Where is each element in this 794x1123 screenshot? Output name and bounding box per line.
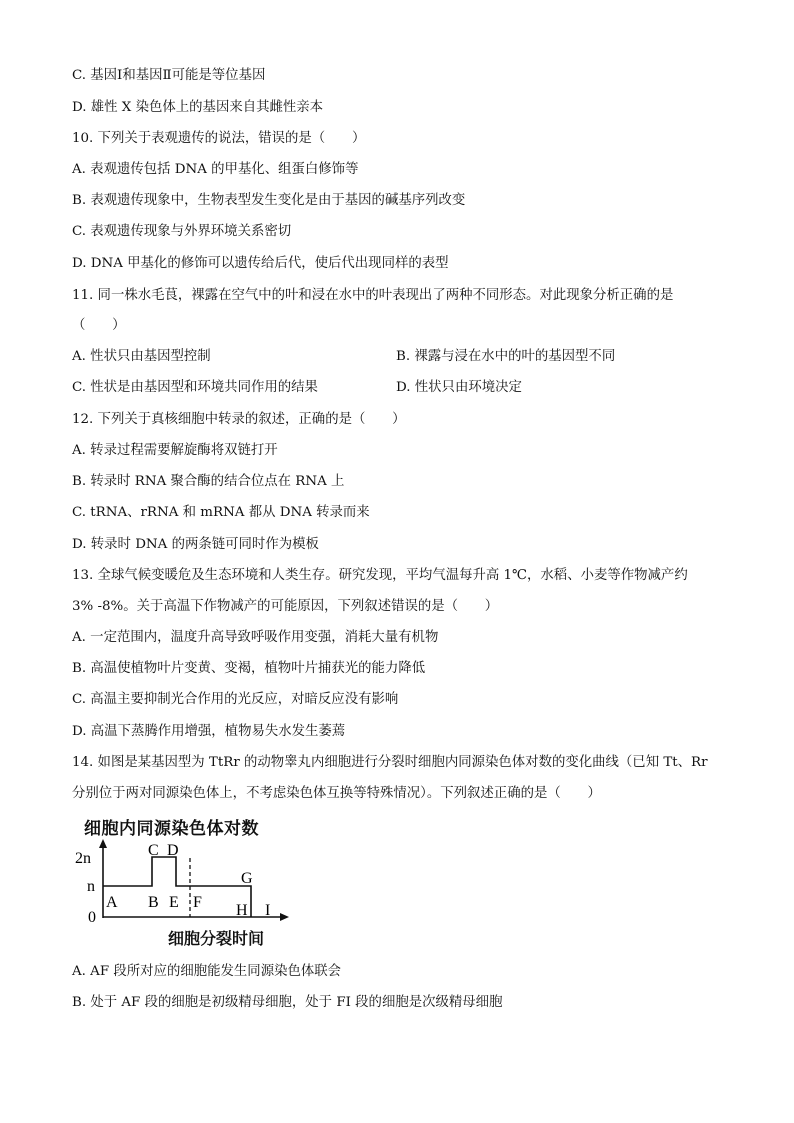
question-14-stem-cont: 分别位于两对同源染色体上，不考虑染色体互换等特殊情况）。下列叙述正确的是（ ） xyxy=(72,786,601,801)
option-b-q13: B. 高温使植物叶片变黄、变褐，植物叶片捕获光的能力降低 xyxy=(72,661,426,676)
y-label-0: 0 xyxy=(88,909,96,926)
option-c-q9: C. 基因Ⅰ和基因Ⅱ可能是等位基因 xyxy=(72,68,266,83)
option-c-q13: C. 高温主要抑制光合作用的光反应，对暗反应没有影响 xyxy=(72,692,399,707)
option-a-q10: A. 表观遗传包括 DNA 的甲基化、组蛋白修饰等 xyxy=(72,162,359,177)
question-13-stem-cont: 3% -8%。关于高温下作物减产的可能原因，下列叙述错误的是（ ） xyxy=(72,599,499,614)
question-14-stem: 14. 如图是某基因型为 TtRr 的动物睾丸内细胞进行分裂时细胞内同源染色体对数的变化曲线（已知 Tt、Rr xyxy=(72,755,708,770)
point-label-e: E xyxy=(169,894,179,911)
figure-x-label: 细胞分裂时间 xyxy=(168,929,265,948)
option-b-q11: B. 裸露与浸在水中的叶的基因型不同 xyxy=(396,349,616,364)
point-label-a: A xyxy=(106,894,118,911)
question-11-stem-cont: （ ） xyxy=(72,318,126,333)
option-b-q10: B. 表观遗传现象中，生物表型发生变化是由于基因的碱基序列改变 xyxy=(72,193,466,208)
figure-title: 细胞内同源染色体对数 xyxy=(84,819,259,839)
question-13-stem: 13. 全球气候变暖危及生态环境和人类生存。研究发现，平均气温每升高 1℃，水稻、小麦等作物减产约 xyxy=(72,568,688,583)
question-12-stem: 12. 下列关于真核细胞中转录的叙述，正确的是（ ） xyxy=(72,412,406,427)
y-label-n: n xyxy=(87,878,95,895)
question-10-stem: 10. 下列关于表观遗传的说法，错误的是（ ） xyxy=(72,131,366,146)
question-11-stem: 11. 同一株水毛茛，裸露在空气中的叶和浸在水中的叶表现出了两种不同形态。对此现象分析正确的是 xyxy=(72,288,674,303)
option-a-q13: A. 一定范围内，温度升高导致呼吸作用变强，消耗大量有机物 xyxy=(72,630,439,645)
point-label-d: D xyxy=(167,842,179,859)
y-label-2n: 2n xyxy=(75,850,91,867)
option-a-q12: A. 转录过程需要解旋酶将双链打开 xyxy=(72,443,278,458)
option-b-q14: B. 处于 AF 段的细胞是初级精母细胞，处于 FI 段的细胞是次级精母细胞 xyxy=(72,995,503,1010)
option-d-q11: D. 性状只由环境决定 xyxy=(396,380,522,395)
option-a-q11: A. 性状只由基因型控制 xyxy=(72,349,211,364)
point-label-b: B xyxy=(148,894,159,911)
option-b-q12: B. 转录时 RNA 聚合酶的结合位点在 RNA 上 xyxy=(72,474,345,489)
chromosome-pair-chart xyxy=(60,836,300,928)
option-d-q13: D. 高温下蒸腾作用增强，植物易失水发生萎蔫 xyxy=(72,724,346,739)
point-label-g: G xyxy=(241,870,253,887)
y-axis-arrow xyxy=(99,839,107,848)
option-c-q10: C. 表观遗传现象与外界环境关系密切 xyxy=(72,224,292,239)
x-axis-arrow xyxy=(280,913,289,921)
option-d-q10: D. DNA 甲基化的修饰可以遗传给后代，使后代出现同样的表型 xyxy=(72,256,449,271)
point-label-c: C xyxy=(148,842,159,859)
point-label-f: F xyxy=(193,894,202,911)
point-label-i: I xyxy=(265,902,271,919)
option-d-q12: D. 转录时 DNA 的两条链可同时作为模板 xyxy=(72,537,319,552)
option-c-q12: C. tRNA、rRNA 和 mRNA 都从 DNA 转录而来 xyxy=(72,505,370,520)
option-d-q9: D. 雄性 X 染色体上的基因来自其雌性亲本 xyxy=(72,100,324,115)
option-a-q14: A. AF 段所对应的细胞能发生同源染色体联会 xyxy=(72,964,342,979)
option-c-q11: C. 性状是由基因型和环境共同作用的结果 xyxy=(72,380,318,395)
point-label-h: H xyxy=(236,902,248,919)
